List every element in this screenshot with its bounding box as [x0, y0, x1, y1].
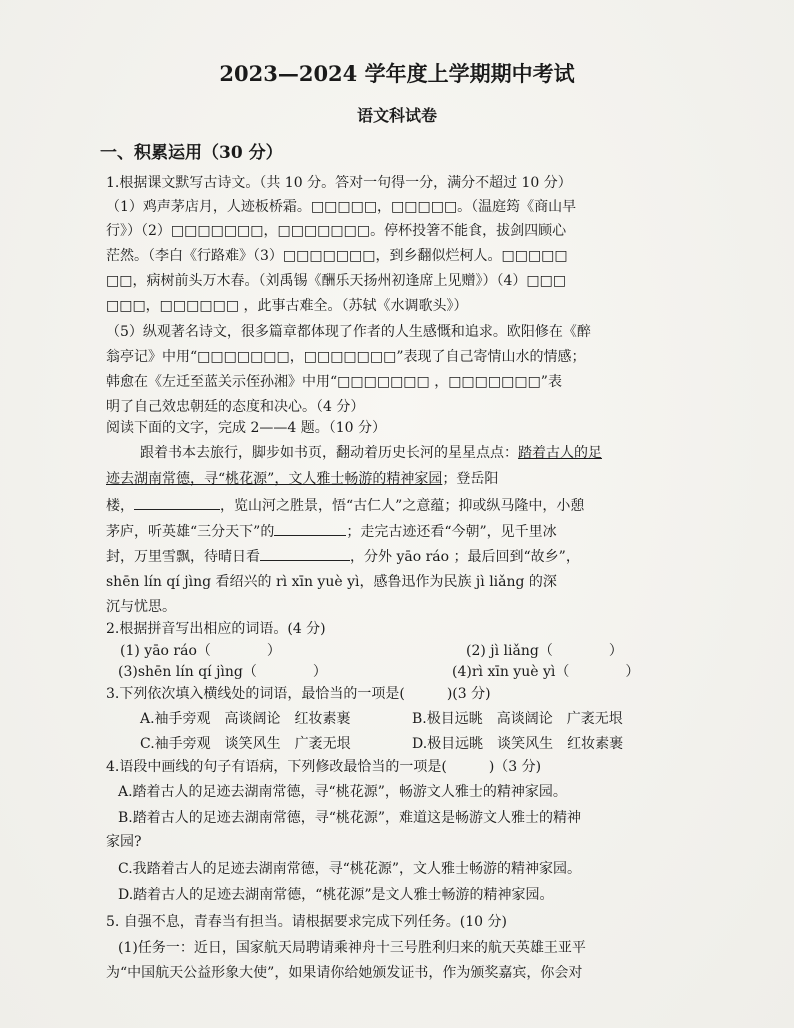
passage-line — [106, 546, 580, 567]
passage-text: 跟着书本去旅行，脚步如书页，翻动着历史长河的星星点点： — [140, 445, 518, 461]
q2-item[interactable]: (3)shēn lín qí jìng（ ） — [118, 664, 327, 680]
underlined-sentence: 踏着古人的足 — [518, 445, 602, 461]
exam-title: 2023—2024 学年度上学期期中考试 — [219, 61, 575, 86]
q4-stem: 4.语段中画线的句子有语病，下列修改最恰当的一项是( )（3 分) — [106, 759, 542, 775]
q2-item[interactable]: (4)rì xīn yuè yì（ ） — [452, 664, 640, 680]
q5-line: 为“中国航天公益形象大使”，如果请你给她颁发证书，作为颁奖嘉宾，你会对 — [106, 965, 583, 981]
q1-line: 韩愈在《左迁至蓝关示侄孙湘》中用“□□□□□□□ ，□□□□□□□”表 — [106, 374, 562, 390]
passage-line: shēn lín qí jìng 看绍兴的 rì xīn yuè yì，感鲁迅作为民族 jì liǎng 的深 — [106, 574, 557, 590]
q4-option[interactable]: A.踏着古人的足迹去湖南常德，寻“桃花源”，畅游文人雅士的精神家园。 — [118, 784, 567, 800]
q2-item[interactable]: (2) jì liǎng（ ） — [466, 643, 623, 659]
q2-stem: 2.根据拼音写出相应的词语。(4 分) — [106, 621, 326, 637]
passage-text: 楼， — [106, 498, 134, 514]
passage-line: 沉与忧思。 — [106, 599, 176, 615]
q1-line: 明了自己效忠朝廷的态度和决心。（4 分） — [106, 399, 365, 415]
q1-line: 行》）（2）□□□□□□□，□□□□□□□。停杯投箸不能食，拔剑四顾心 — [106, 223, 567, 239]
q1-line: 茫然。（李白《行路难》（3）□□□□□□□，到乡翻似烂柯人。□□□□□ — [106, 248, 568, 264]
passage-text: 茅庐，听英雄“三分天下”的 — [106, 524, 275, 540]
passage-line — [140, 443, 602, 463]
exam-subtitle: 语文科试卷 — [356, 106, 437, 125]
q1-line: □□，病树前头万木春。（刘禹锡《酬乐天扬州初逢席上见赠》）（4）□□□ — [106, 273, 567, 289]
q1-line: 翁亭记》中用“□□□□□□□，□□□□□□□”表现了自己寄情山水的情感； — [106, 349, 586, 365]
q4-option-cont: 家园? — [106, 834, 142, 850]
passage-line — [106, 521, 557, 542]
passage-text: ；走完古迹还看“今朝”，见千里冰 — [346, 524, 557, 540]
section-heading: 一、积累运用（30 分） — [100, 143, 283, 163]
q3-option[interactable]: C.袖手旁观 谈笑风生 广袤无垠 — [140, 736, 351, 752]
q4-option[interactable]: C.我踏着古人的足迹去湖南常德，寻“桃花源”，文人雅士畅游的精神家园。 — [118, 861, 581, 877]
q1-line: （1）鸡声茅店月，人迹板桥霜。□□□□□，□□□□□。（温庭筠《商山早 — [106, 199, 577, 215]
q3-option[interactable]: D.极目远眺 谈笑风生 红妆素裹 — [412, 736, 624, 752]
fill-blank[interactable] — [260, 546, 350, 561]
q3-option[interactable]: A.袖手旁观 高谈阔论 红妆素裹 — [140, 711, 351, 727]
q2-item[interactable]: (1) yāo ráo（ ） — [120, 643, 281, 659]
passage-text: ，览山河之胜景，悟“古仁人”之意蕴；抑或纵马隆中，小憩 — [220, 498, 585, 514]
q1-stem: 1.根据课文默写古诗文。（共 10 分。答对一句得一分，满分不超过 10 分） — [106, 175, 572, 191]
q5-stem: 5. 自强不息，青春当有担当。请根据要求完成下列任务。(10 分) — [106, 914, 507, 930]
underlined-sentence: 迹去湖南常德，寻“桃花源”，文人雅士畅游的精神家园 — [106, 471, 443, 487]
reading-intro: 阅读下面的文字，完成 2——4 题。（10 分） — [106, 420, 386, 436]
passage-text: ，分外 yāo ráo ；最后回到“故乡”， — [350, 549, 580, 565]
q3-stem: 3.下列依次填入横线处的词语，最恰当的一项是( )(3 分) — [106, 686, 491, 702]
q4-option[interactable]: B.踏着古人的足迹去湖南常德，寻“桃花源”，难道这是畅游文人雅士的精神 — [118, 810, 582, 826]
q5-line: (1)任务一：近日，国家航天局聘请乘神舟十三号胜利归来的航天英雄王亚平 — [118, 940, 586, 956]
q1-line: □□□，□□□□□□ ，此事古难全。（苏轼《水调歌头》） — [106, 298, 468, 314]
q4-option[interactable]: D.踏着古人的足迹去湖南常德，“桃花源”是文人雅士畅游的精神家园。 — [118, 887, 554, 903]
passage-line — [106, 495, 584, 516]
passage-line — [106, 469, 498, 489]
q1-line: （5）纵观著名诗文，很多篇章都体现了作者的人生感慨和追求。欧阳修在《醉 — [106, 324, 591, 340]
fill-blank[interactable] — [134, 495, 220, 510]
passage-text: 封，万里雪飘，待晴日看 — [106, 549, 260, 565]
passage-text: ；登岳阳 — [442, 471, 499, 487]
fill-blank[interactable] — [274, 521, 346, 536]
q3-option[interactable]: B.极目远眺 高谈阔论 广袤无垠 — [412, 711, 623, 727]
